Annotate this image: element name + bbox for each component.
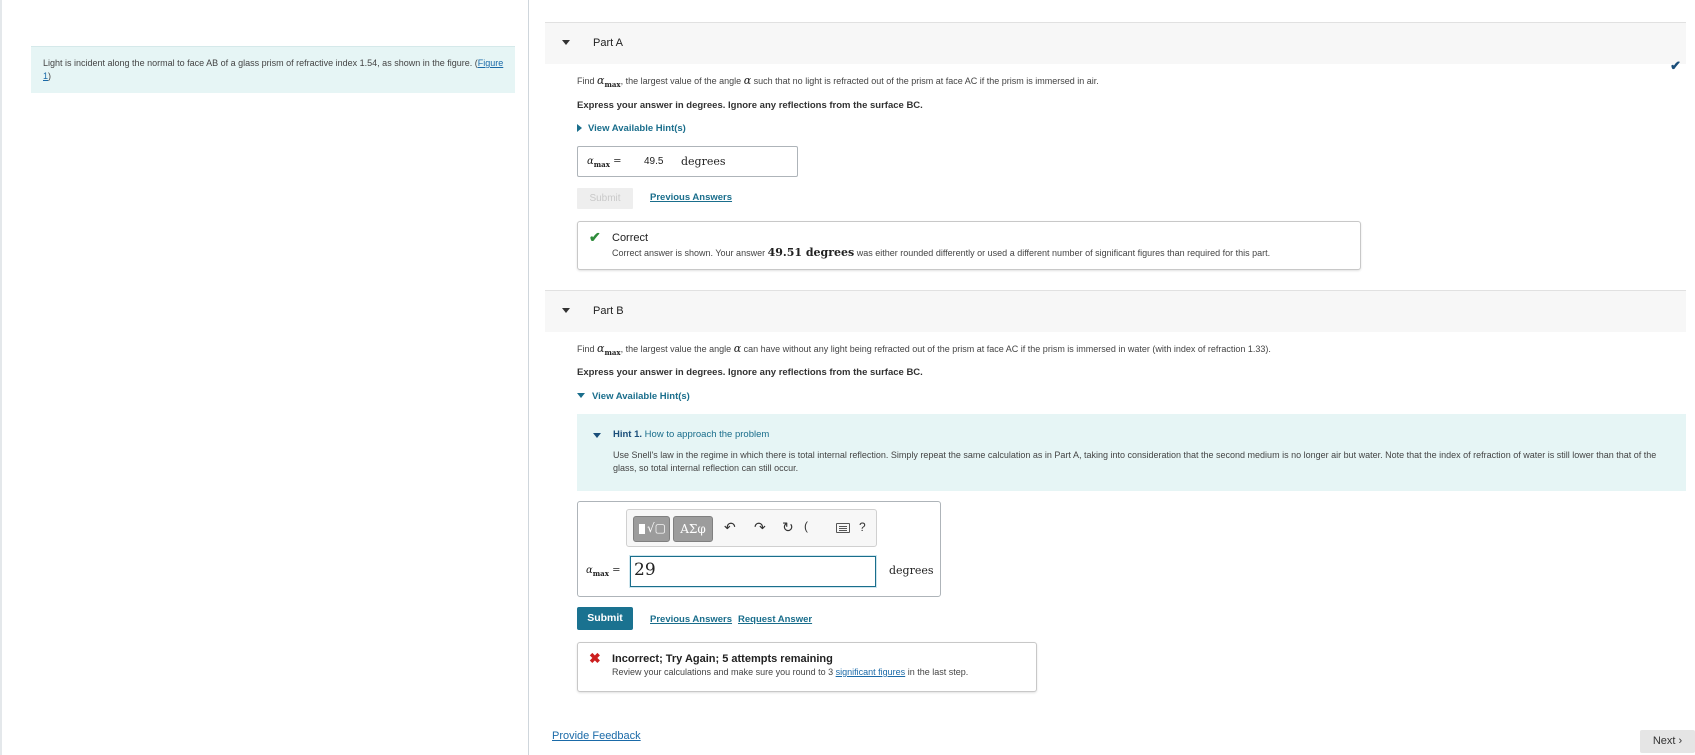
keyboard-bracket-icon: ( — [804, 519, 808, 533]
provide-feedback-link[interactable]: Provide Feedback — [552, 730, 641, 742]
correct-check-icon: ✔ — [589, 229, 601, 245]
part-a-answer-display — [577, 146, 798, 177]
hint-1-title[interactable]: Hint 1. How to approach the problem — [613, 429, 770, 440]
alpha-max-symbol: $\alpha_{max}$ — [597, 74, 621, 90]
part-a-answer-unit: degrees — [681, 155, 726, 168]
part-a-submit-button: Submit — [577, 188, 633, 209]
template-square-icon — [639, 524, 645, 534]
alpha-max-symbol: $\alpha_{max}$ — [597, 342, 621, 358]
collapse-triangle-icon — [577, 393, 585, 398]
expand-triangle-icon — [577, 124, 582, 132]
next-button[interactable] — [1640, 730, 1695, 753]
part-b-question: Find $\alpha_{max}$, the largest value the angle α can have without any light being refracted out of the prism at face AC if the prism is immersed in water (with index of refraction 1.33). — [577, 342, 1271, 358]
left-edge-divider — [0, 0, 2, 755]
part-a-header[interactable] — [545, 22, 1686, 64]
part-a-question: Find $\alpha_{max}$, the largest value of the angle α such that no light is refracted out of the prism at face AC if the prism is immersed in air. — [577, 74, 1099, 90]
problem-statement: Light is incident along the normal to face AB of a glass prism of refractive index 1.54, as shown in the figure. (Figure 1) — [31, 46, 515, 93]
hint-collapse-triangle-icon[interactable] — [593, 433, 601, 438]
part-a-label: Part A — [593, 37, 623, 49]
part-a-answer-value: 49.5 — [644, 156, 664, 167]
feedback-title: Correct — [612, 232, 649, 244]
help-icon[interactable]: ? — [859, 520, 866, 534]
radical-icon: √▢ — [647, 521, 666, 535]
part-b-label: Part B — [593, 305, 624, 317]
parts-pane — [529, 0, 1695, 755]
figure-link[interactable]: Figure 1 — [43, 58, 504, 81]
incorrect-x-icon: ✖ — [589, 650, 601, 666]
feedback-body: Review your calculations and make sure you round to 3 significant figures in the last step. — [612, 667, 969, 677]
feedback-title: Incorrect; Try Again; 5 attempts remaining — [612, 653, 833, 665]
part-b-answer-input[interactable]: 29 — [630, 556, 876, 587]
greek-symbols-button[interactable]: ΑΣφ — [673, 516, 713, 542]
next-button-label: Next — [1652, 735, 1676, 747]
part-b-view-hints[interactable]: View Available Hint(s) — [577, 391, 690, 402]
part-b-request-answer-link[interactable]: Request Answer — [738, 614, 813, 625]
part-a-instruction: Express your answer in degrees. Ignore any reflections from the surface BC. — [577, 100, 923, 111]
answer-lhs: $\alpha_{max}$ = — [587, 156, 622, 169]
keyboard-icon[interactable] — [836, 523, 850, 533]
hint-1-body: Use Snell's law in the regime in which there is total internal reflection. Simply repeat the same calculation as in Part A, taking into consideration that the second medium is no longer air but water. Note that the index of refraction of water is still lower than that of the glass, so total internal reflection can still occur. — [613, 450, 1657, 473]
part-b-instruction: Express your answer in degrees. Ignore any reflections from the surface BC. — [577, 367, 923, 378]
redo-icon[interactable]: ↷ — [754, 519, 766, 535]
part-b-answer-unit: degrees — [889, 564, 934, 577]
templates-button[interactable] — [633, 516, 670, 542]
part-b-submit-button[interactable]: Submit — [577, 607, 633, 630]
significant-figures-link[interactable]: significant figures — [835, 667, 906, 677]
reset-icon[interactable]: ↻ — [782, 519, 794, 535]
collapse-triangle-icon[interactable] — [562, 40, 570, 45]
hint-1-panel — [577, 414, 1686, 491]
part-b-previous-answers-link[interactable]: Previous Answers — [650, 614, 733, 625]
problem-pane — [0, 0, 529, 755]
undo-icon[interactable]: ↶ — [724, 519, 736, 535]
part-b-feedback — [577, 642, 1037, 692]
part-a-view-hints[interactable]: View Available Hint(s) — [577, 123, 686, 134]
math-toolbar — [626, 509, 877, 547]
feedback-body: Correct answer is shown. Your answer 49.51 degrees was either rounded differently or used a different number of significant figures than required for this part. — [612, 246, 1271, 259]
part-a-previous-answers-link[interactable]: Previous Answers — [650, 192, 733, 203]
chevron-right-icon: › — [1678, 735, 1683, 747]
collapse-triangle-icon[interactable] — [562, 308, 570, 313]
part-a-complete-check-icon: ✔ — [1670, 58, 1681, 73]
part-a-feedback — [577, 221, 1361, 270]
answer-lhs: $\alpha_{max}$ = — [586, 565, 621, 578]
problem-text: Light is incident along the normal to face AB of a glass prism of refractive index 1.54, as shown in the figure. — [43, 58, 473, 68]
part-b-header[interactable] — [545, 290, 1686, 332]
part-b-answer-editor — [577, 501, 941, 597]
